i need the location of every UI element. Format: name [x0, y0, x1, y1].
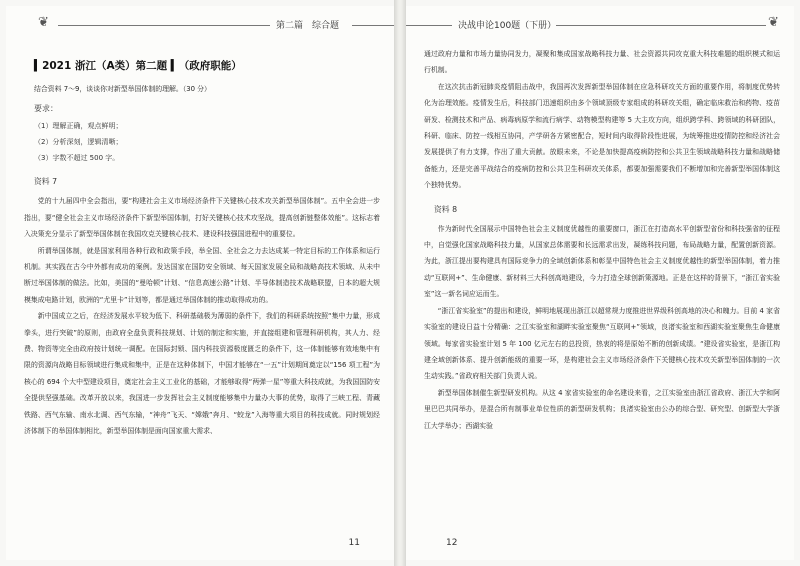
body-paragraph: 新型举国体制催生新型研发机构。从这 4 家省实验室的命名建设来看，之江实验室由浙江省政府、浙江大学和阿里巴巴共同举办，是混合所有制事业单位性质的新型研发机构；良渚实验室由公办的综合型、研究型、创新型大学浙江大学举办；西湖实验	[424, 388, 780, 430]
book-gutter	[394, 0, 406, 566]
header-ornament-icon: ❦	[38, 15, 49, 30]
left-header-title: 第二篇 综合题	[276, 21, 340, 31]
header-rule	[556, 25, 766, 26]
right-page	[406, 6, 794, 560]
body-paragraph: 所谓举国体制，就是国家利用各种行政和政策手段，举全国、全社会之力去达成某一特定目标的工作体系和运行机制。其实践在古今中外都有成功的案例。发达国家在国防安全领域、每天国家发展全局和战略高技术领域、从未中断过举国体制的做法。比如，美国的“曼哈顿”计划、“信息高速公路”计划、半导体制造技术战略联盟，日本的超大规模集成电路计划，欧洲的“尤里卡”计划等，都是通过举国体制的推动取得成功的。	[24, 246, 380, 304]
page-number: 12	[446, 538, 458, 548]
body-paragraph: 通过政府力量和市场力量协同发力，凝聚和集成国家战略科技力量、社会资源共同攻克重大科技难题的组织模式和运行机制。	[424, 50, 780, 75]
body-paragraph: “浙江省实验室”的提出和建设，鲜明地展现出浙江以超常规力度推进世界级科创高地的决心和魄力。目前 4 家省实验室的建设日益十分精确：之江实验室和湖畔实验室聚焦“互联网+”领域，良渚实验室和西湖实验室聚焦生命健康领域。每家省实验室计划 5 年 100 亿元左右的总投资，热衷的将是原始不断的创新成绩。“建设省实验室，是浙江构建全域创新体系、提升创新能级的重要一环，是构建社会主义市场经济条件下关键核心技术攻关新型举国体制的一次生动实践。”省政府相关部门负责人说。	[424, 306, 780, 381]
right-page-header	[406, 14, 794, 36]
left-page-body	[24, 48, 380, 440]
requirement-item: （3）字数不超过 500 字。	[34, 154, 120, 163]
right-page-body	[424, 46, 780, 434]
requirements-label: 要求：	[34, 104, 58, 114]
body-paragraph: 在这次抗击新冠肺炎疫情阻击战中，我国再次发挥新型举国体制在应急科研攻关方面的重要作用，将制度优势转化为治理效能。疫情发生后，科技部门迅速组织由多个领域顶级专家组成的科研攻关组，确定临床救治和药物、疫苗研发、检测技术和产品、病毒病原学和流行病学、动物模型构建等 5 大主攻方向，组织跨学科、跨领域的科研团队，科研、临床、防控一线相互协同，产学研各方紧密配合，短时间内取得阶段性进展，为统筹推进疫情防控和经济社会发展提供了有力支撑，作出了重大贡献。放眼未来，不论是加快提高疫病防控和公共卫生领域战略科技力量和战略储备能力，还是完善平战结合的疫病防控和公共卫生科研攻关体系，都要加强需要我们不断增加和完善新型举国体制这个独特优势。	[424, 82, 780, 190]
material-label: 资料 8	[434, 204, 458, 214]
header-rule	[352, 25, 394, 26]
header-ornament-icon: ❦	[768, 15, 779, 30]
left-page-header	[6, 14, 394, 36]
body-paragraph: 作为新时代全国展示中国特色社会主义制度优越性的重要窗口，浙江在打造高水平创新型省份和科技强省的征程中，自觉强化国家战略科技力量，从国家总体需要和长远需求出发，凝练科技问题，布局战略力量，配置创新资源。为此，浙江提出要构建具有国际竞争力的全域创新体系和彰显中国特色社会主义制度优越性的新型举国体制，着力推动“互联网+”、生命健康、新材料三大科创高地建设，今力打造全球创新策源地。正是在这样的背景下，“浙江省实验室”这一新名词应运而生。	[424, 224, 780, 299]
body-paragraph: 党的十九届四中全会指出，要“构建社会主义市场经济条件下关键核心技术攻关新型举国体制”。五中全会进一步指出，要“健全社会主义市场经济条件下新型举国体制，打好关键核心技术攻坚战，提高创新链整体效能”。这标志着入决策充分显示了新型举国体制在我国攻克关键核心技术、建设科技强国进程中的重要位。	[24, 197, 380, 239]
right-header-title: 决战申论100题（下册）	[458, 21, 557, 31]
page-number: 11	[348, 538, 360, 548]
header-rule	[58, 25, 270, 26]
question-text: 结合资料 7～9，谈谈你对新型举国体制的理解。（30 分）	[34, 85, 211, 93]
section-title: ▍2021 浙江（A类）第二题 ▍（政府职能）	[34, 60, 242, 72]
left-page	[6, 6, 394, 560]
requirement-item: （2）分析深刻，逻辑清晰；	[34, 138, 123, 147]
header-rule	[406, 25, 452, 26]
requirement-item: （1）理解正确，观点鲜明；	[34, 122, 123, 131]
body-paragraph: 新中国成立之后，在经济发展水平较为低下、科研基础极为薄弱的条件下，我们的科研系统按照“集中力量，形成拳头，进行突破”的原则，由政府全盘负责科技规划、计划的制定和实施，并直接组建和管理科研机构，其人力、经费、物资等完全由政府按计划统一调配。在国际封锁、国内科技资源极度匮乏的条件下，这一体制能够有效地集中有限的资源向战略目标领域进行集成和集中，正是在这种体制下，中国才能够在“一五”计划期间奠定以“156 项工程”为核心的 694 个大中型建设项目，奠定社会主义工业化的基础，才能够取得“两弹一星”等重大科技成就，为我国国防安全提供坚强基础。改革开放以来，我国进一步发挥社会主义制度能够集中力量办大事的优势，取得了三峡工程、青藏铁路、西气东输、南水北调、西气东输，“神舟”飞天、“嫦娥”奔月、“蛟龙”入海等重大项目的科技成就。同时规划经济体制下的举国体制相比，新型举国体制是面向国家重大需求、	[24, 312, 380, 436]
material-label: 资料 7	[34, 177, 58, 187]
